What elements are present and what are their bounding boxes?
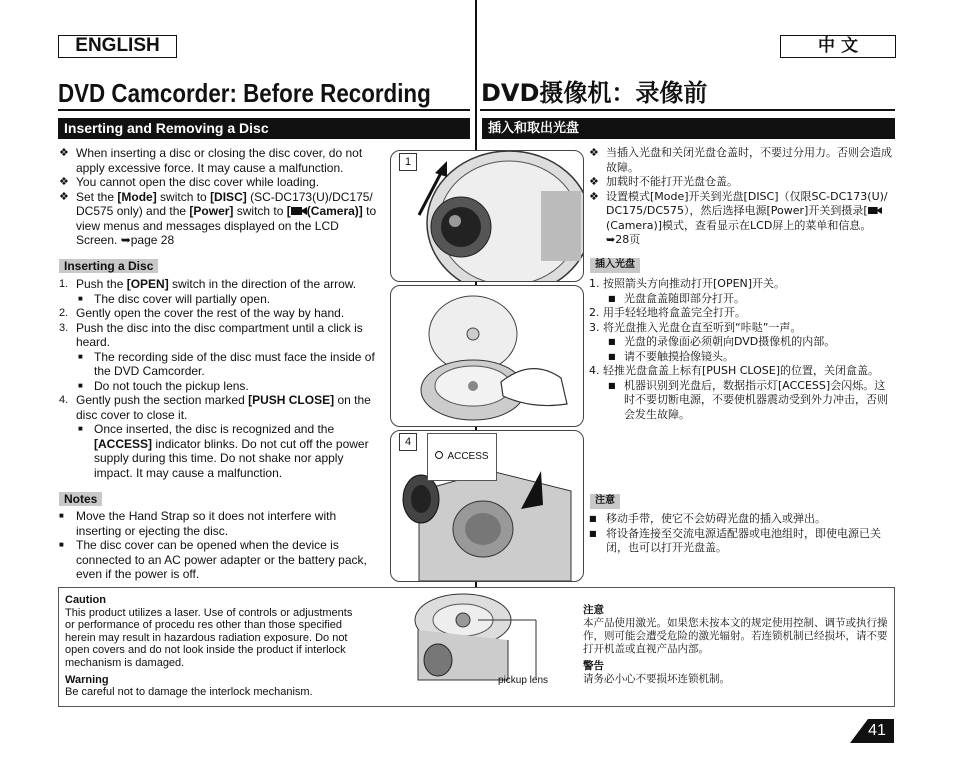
step-subitem: ■ 光盘盒盖随即部分打开。: [608, 291, 745, 305]
step-subitem: ■ Do not touch the pickup lens.: [78, 378, 249, 393]
step-subitem: ■ 机器识别到光盘后，数据指示灯[ACCESS]会闪烁。这时不要切断电源，不要使机器震动受到外力冲击，否则会发生故障。: [608, 378, 888, 421]
intro-item: ❖ 设置模式[Mode]开关到光盘[DISC]（仅限SC-DC173(U)/ DC175/DC575），然后选择电源[Power]开关到摄录[(Camera)]模式，查看显示在LCD屏上的菜单和信息。➥28页: [589, 189, 888, 246]
square-bullet-icon: ■: [589, 528, 597, 538]
step-subitem: ■ 光盘的录像面必须朝向DVD摄像机的内部。: [608, 335, 836, 348]
caution-text: This product utilizes a laser. Use of controls or adjustments or performance of procedu res other than those specified herein may result in hazardous radiation exposure. Do not open covers and do not look inside the product if interlock mechanism is damaged.: [65, 606, 353, 669]
page-number-badge: [850, 719, 894, 743]
intro-item: ❖ When inserting a disc or closing the disc cover, do not apply excessive force. It may cause a malfunction.: [59, 146, 363, 175]
note-item: ■ 将设备连接至交流电源适配器或电池组时，即使电源已关闭，也可以打开光盘盖。: [589, 526, 881, 554]
diamond-bullet-icon: ❖: [589, 175, 599, 188]
camcorder-open-illustration: [391, 151, 583, 281]
warning-title-zh: 警告: [583, 660, 604, 672]
page-title-english: DVD Camcorder: Before Recording: [58, 78, 431, 108]
square-bullet-icon: ■: [78, 351, 83, 361]
step-item: 1. 按照箭头方向推动打开[OPEN]开关。: [589, 277, 786, 290]
step-subitem: ■ The disc cover will partially open.: [78, 291, 271, 306]
step-item: 3. Push the disc into the disc compartment until a click is heard.: [59, 320, 363, 349]
section-title-english: Inserting and Removing a Disc: [58, 118, 470, 139]
access-callout: ACCESS: [427, 433, 497, 481]
step-item: 2. Gently open the cover the rest of the way by hand.: [59, 306, 345, 320]
figure-close-cover: [390, 430, 584, 582]
intro-item: ❖ 当插入光盘和关闭光盘仓盖时，不要过分用力。否则会造成故障。: [589, 146, 892, 174]
figure-insert-disc: [390, 285, 584, 427]
intro-item: ❖ 加载时不能打开光盘仓盖。: [589, 175, 738, 188]
caution-english: [65, 594, 365, 699]
square-bullet-icon: ■: [608, 380, 616, 390]
intro-item: ❖ You cannot open the disc cover while loading.: [59, 175, 320, 189]
step-item: 3. 将光盘推入光盘仓直至听到“咔哒”一声。: [589, 320, 802, 334]
pickup-lens-label: pickup lens: [498, 675, 549, 686]
inserting-disc-heading: Inserting a Disc: [59, 259, 158, 273]
chinese-intro: [589, 146, 893, 248]
note-item: ■ The disc cover can be opened when the device is connected to an AC power adapter or the battery pack, even if the power is off.: [59, 538, 367, 581]
chinese-notes: [589, 512, 893, 556]
indicator-circle-icon: [435, 451, 443, 459]
diamond-bullet-icon: ❖: [59, 147, 69, 159]
square-bullet-icon: ■: [78, 380, 83, 390]
diamond-bullet-icon: ❖: [59, 190, 69, 203]
step-subitem: ■ Once inserted, the disc is recognized and the [ACCESS] indicator blinks. Do not cut off the power supply during this time. Do not shake nor apply impact. It may cause a malfunction.: [78, 422, 369, 480]
caution-title-zh: 注意: [583, 604, 604, 616]
title-rule-right: [480, 109, 895, 111]
step-subitem: ■ 请不要触摸拾像镜头。: [608, 349, 734, 363]
language-label-chinese: 中 文: [780, 35, 896, 58]
camera-icon: [868, 206, 882, 215]
square-bullet-icon: ■: [59, 511, 64, 520]
diamond-bullet-icon: ❖: [589, 146, 599, 159]
figure-step-number: 1: [399, 153, 417, 171]
square-bullet-icon: ■: [59, 540, 64, 549]
inserting-disc-heading-zh: 插入光盘: [590, 258, 640, 273]
caution-text-zh: 本产品使用激光。如果您未按本文的规定使用控制、调节或执行操作，则可能会遭受危险的激光辐射。若连锁机制已经损坏，请不要打开机盖或直视产品内部。: [583, 617, 888, 655]
chinese-steps: [589, 277, 893, 422]
warning-text: Be careful not to damage the interlock mechanism.: [65, 686, 313, 699]
figure-step-number: 4: [399, 433, 417, 451]
notes-heading-zh: 注意: [590, 494, 620, 509]
language-label-english: ENGLISH: [58, 35, 177, 58]
camera-icon: [291, 206, 307, 216]
diamond-bullet-icon: ❖: [589, 189, 599, 203]
caution-chinese: [583, 604, 888, 686]
figure-open-switch: [390, 150, 584, 282]
step-item: 4. 轻推光盘盒盖上标有[PUSH CLOSE]的位置，关闭盒盖。: [589, 364, 880, 377]
english-intro: [59, 146, 381, 248]
square-bullet-icon: ■: [608, 351, 616, 361]
step-item: 4. Gently push the section marked [PUSH CLOSE] on the disc cover to close it.: [59, 393, 371, 422]
title-rule-left: [58, 109, 470, 111]
caution-title: Caution: [65, 594, 106, 606]
square-bullet-icon: ■: [608, 293, 616, 303]
square-bullet-icon: ■: [608, 337, 616, 346]
square-bullet-icon: ■: [589, 514, 597, 523]
step-subitem: ■ The recording side of the disc must face the inside of the DVD Camcorder.: [78, 349, 375, 378]
warning-title: Warning: [65, 673, 109, 686]
english-steps: [59, 277, 381, 480]
page-title-chinese: DVD摄像机：录像前: [481, 79, 708, 107]
warning-text-zh: 请务必小心不要损坏连锁机制。: [583, 673, 730, 685]
step-item: 1. Push the [OPEN] switch in the direction of the arrow.: [59, 277, 357, 291]
section-title-chinese: 插入和取出光盘: [482, 118, 895, 139]
intro-item: ❖ Set the [Mode] switch to [DISC] (SC-DC173(U)/DC175/ DC575 only) and the [Power] switch to [ (Camera)] to view menus and messages displayed on the LCD Screen. ➥page 28: [59, 189, 377, 247]
diamond-bullet-icon: ❖: [59, 176, 69, 188]
english-notes: [59, 509, 381, 582]
note-item: ■ 移动手带，使它不会妨碍光盘的插入或弹出。: [589, 512, 826, 525]
disc-insert-illustration: [391, 286, 583, 426]
notes-heading: Notes: [59, 492, 102, 506]
step-item: 2. 用手轻轻地将盒盖完全打开。: [589, 306, 746, 319]
square-bullet-icon: ■: [78, 293, 83, 303]
note-item: ■ Move the Hand Strap so it does not interfere with inserting or ejecting the disc.: [59, 509, 337, 538]
square-bullet-icon: ■: [78, 424, 83, 433]
page-number: 41: [868, 722, 886, 739]
